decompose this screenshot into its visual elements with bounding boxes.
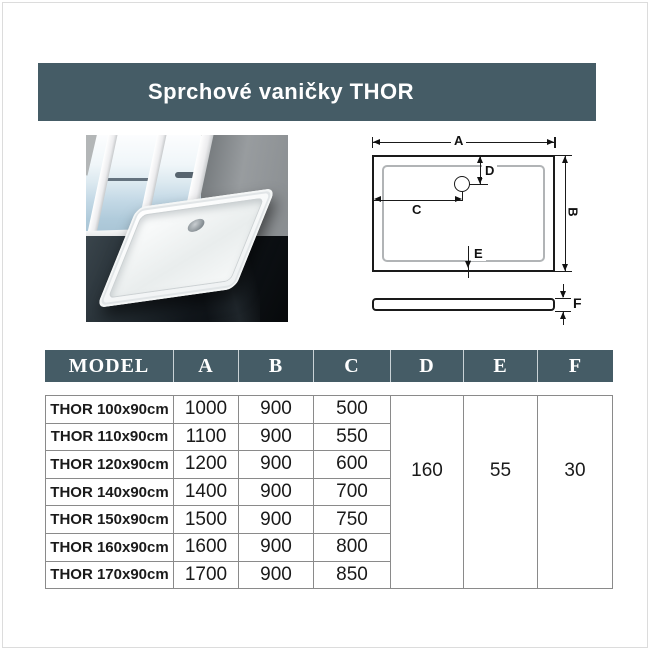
arrow-up-icon xyxy=(560,312,566,319)
cell-b: 900 xyxy=(239,561,314,589)
cell-b: 900 xyxy=(239,423,314,451)
dim-label-c: C xyxy=(412,202,422,217)
dim-c-line xyxy=(374,200,462,202)
header-cell-b: B xyxy=(238,350,313,382)
cell-c: 600 xyxy=(314,451,391,479)
arrow-down-icon xyxy=(465,261,471,268)
cell-c: 850 xyxy=(314,561,391,589)
arrow-left-icon xyxy=(373,139,380,145)
page-title: Sprchové vaničky THOR xyxy=(147,79,415,104)
header-cell-c: C xyxy=(313,350,390,382)
cell-model: THOR 140x90cm xyxy=(46,478,174,506)
cell-model: THOR 170x90cm xyxy=(46,561,174,589)
title-banner xyxy=(38,63,596,121)
cell-b: 900 xyxy=(239,451,314,479)
dim-a-tick xyxy=(554,137,556,148)
arrow-right-icon xyxy=(547,139,554,145)
cell-a: 1000 xyxy=(174,396,239,424)
arrow-up-icon xyxy=(477,156,483,163)
table-row xyxy=(46,396,613,424)
dim-label-e: E xyxy=(471,247,486,261)
cell-a: 1200 xyxy=(174,451,239,479)
cell-c: 750 xyxy=(314,506,391,534)
spec-table-body xyxy=(46,396,613,589)
dim-label-a: A xyxy=(451,134,466,148)
dim-label-f: F xyxy=(573,295,582,311)
spec-table-header xyxy=(45,350,613,382)
header-cell-f: F xyxy=(537,350,613,382)
cell-b: 900 xyxy=(239,506,314,534)
arrow-down-icon xyxy=(562,264,568,271)
cell-c: 800 xyxy=(314,533,391,561)
cell-c: 500 xyxy=(314,396,391,424)
dim-label-d: D xyxy=(482,164,497,178)
cell-a: 1100 xyxy=(174,423,239,451)
drain-circle-icon xyxy=(454,176,470,192)
product-photo xyxy=(86,135,288,322)
dim-label-b: B xyxy=(565,207,581,217)
cell-model: THOR 160x90cm xyxy=(46,533,174,561)
cell-model: THOR 110x90cm xyxy=(46,423,174,451)
tray-side-view xyxy=(372,298,555,311)
header-cell-a: A xyxy=(173,350,238,382)
drain-icon xyxy=(185,218,206,233)
header-cell-d: D xyxy=(390,350,463,382)
cell-f-merged: 30 xyxy=(538,396,613,589)
cell-b: 900 xyxy=(239,533,314,561)
cell-d-merged: 160 xyxy=(391,396,464,589)
dimension-diagram xyxy=(365,128,615,333)
cell-c: 700 xyxy=(314,478,391,506)
cell-a: 1400 xyxy=(174,478,239,506)
cell-b: 900 xyxy=(239,478,314,506)
arrow-left-icon xyxy=(374,196,381,202)
cell-e-merged: 55 xyxy=(464,396,538,589)
header-cell-model: MODEL xyxy=(68,354,150,377)
cell-a: 1700 xyxy=(174,561,239,589)
dim-f-tick xyxy=(555,298,571,300)
spec-table xyxy=(45,395,613,589)
cell-a: 1600 xyxy=(174,533,239,561)
cell-model: THOR 150x90cm xyxy=(46,506,174,534)
cell-model: THOR 120x90cm xyxy=(46,451,174,479)
header-cell-e: E xyxy=(463,350,537,382)
cell-model: THOR 100x90cm xyxy=(46,396,174,424)
cell-b: 900 xyxy=(239,396,314,424)
arrow-right-icon xyxy=(455,196,462,202)
cell-c: 550 xyxy=(314,423,391,451)
dim-f-tick xyxy=(555,311,571,313)
cell-a: 1500 xyxy=(174,506,239,534)
arrow-down-icon xyxy=(477,177,483,184)
arrow-up-icon xyxy=(562,156,568,163)
